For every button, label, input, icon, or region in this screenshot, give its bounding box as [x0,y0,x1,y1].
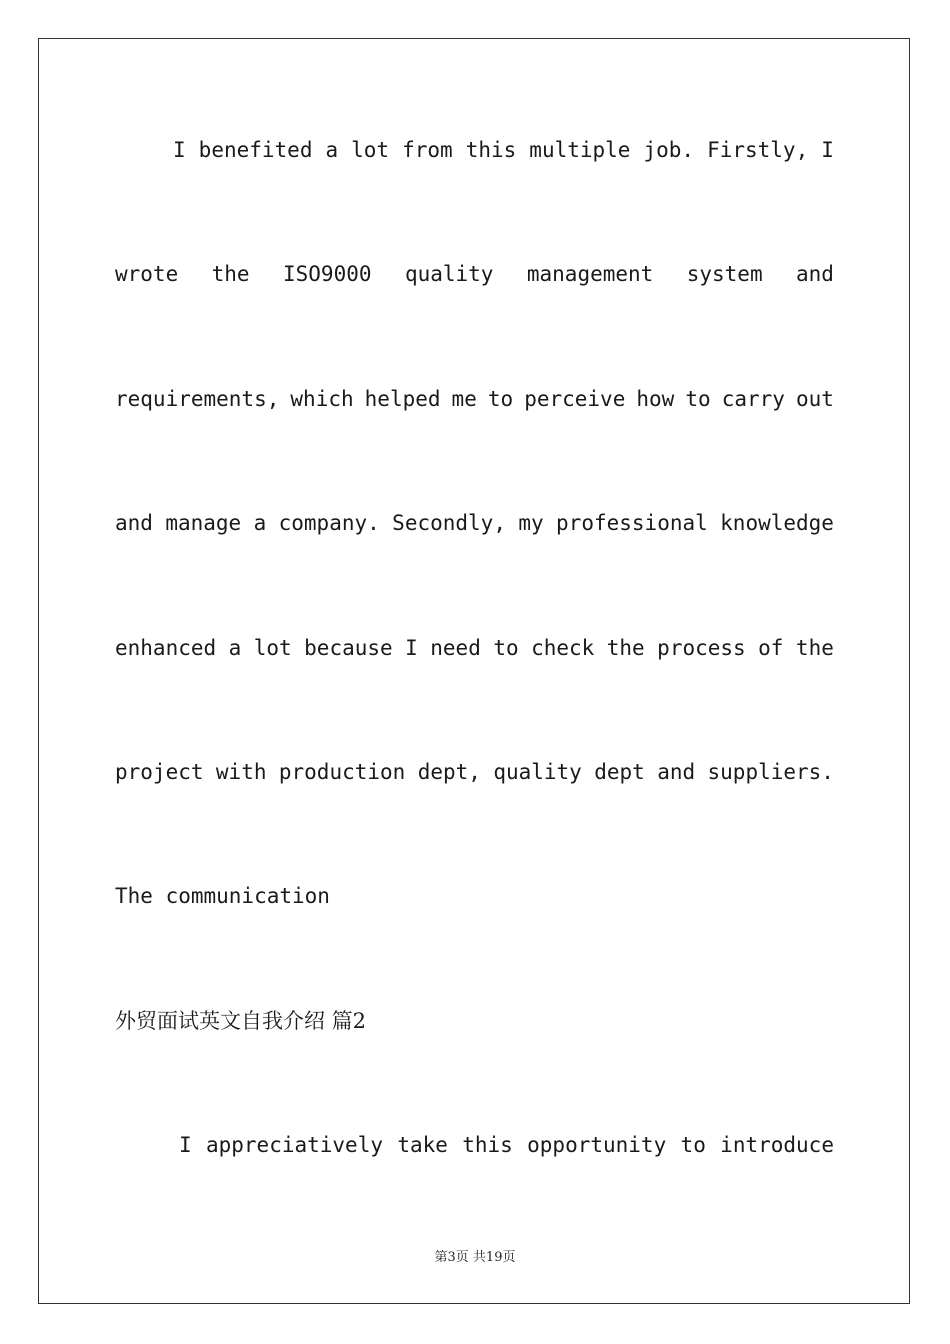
word: the [795,636,834,660]
word: to [685,387,711,411]
word: lot [253,636,292,660]
word: knowledge [720,511,834,535]
word: quality [404,262,494,286]
word: dept [594,760,645,784]
word: and [115,511,153,535]
paragraph-line [115,135,834,165]
word: I [821,138,834,162]
word: lot [351,138,390,162]
word: job. [643,138,695,162]
word: carry [721,387,785,411]
word: this [465,138,517,162]
word: this [462,1133,513,1157]
word: quality [493,760,582,784]
word: manage [165,511,242,535]
word: I [173,138,186,162]
word: to [487,387,514,411]
paragraph-last-line: The communication [115,884,330,908]
word: a [228,636,242,660]
word: check [531,636,595,660]
word: system [686,262,763,286]
word: introduce [720,1133,834,1157]
word: which [290,387,354,411]
word: my [518,511,544,535]
word: benefited [198,138,313,162]
word: need [430,636,481,660]
paragraph-line [115,384,834,414]
word: management [526,262,654,286]
word: wrote [115,262,179,286]
word: dept, [417,760,481,784]
word: to [493,636,519,660]
section-heading: 外贸面试英文自我介绍 篇2 [115,1009,367,1033]
word: take [397,1133,448,1157]
word: suppliers. [707,760,834,784]
word: I [179,1133,192,1157]
word: the [211,262,250,286]
page-number-footer: 第3页 共19页 [434,1250,516,1265]
word: requirements, [115,387,280,411]
word: with [215,760,267,784]
paragraph-line [115,757,834,787]
word: of [758,636,784,660]
paragraph-line [115,633,834,663]
word: a [253,511,267,535]
word: opportunity [527,1133,667,1157]
word: multiple [529,138,631,162]
page-border [38,38,910,1304]
word: I [405,636,418,660]
paragraph-line [115,508,834,538]
word: enhanced [115,636,217,660]
word: to [680,1133,706,1157]
paragraph-line [115,259,834,289]
word: ISO9000 [283,262,372,286]
word: professional [556,511,708,535]
word: production [278,760,406,784]
word: appreciatively [205,1133,383,1157]
word: Firstly, [707,138,809,162]
word: perceive [524,387,626,411]
word: how [636,387,675,411]
word: a [325,138,339,162]
word: helped [364,387,441,411]
word: Secondly, [392,511,506,535]
word: out [795,387,834,411]
word: from [402,138,453,162]
paragraph-line [115,1130,834,1160]
word: and [657,760,696,784]
word: because [304,636,393,660]
word: and [796,262,834,286]
word: the [606,636,645,660]
word: me [451,387,477,411]
word: project [115,760,204,784]
word: process [657,636,746,660]
word: company. [278,511,380,535]
